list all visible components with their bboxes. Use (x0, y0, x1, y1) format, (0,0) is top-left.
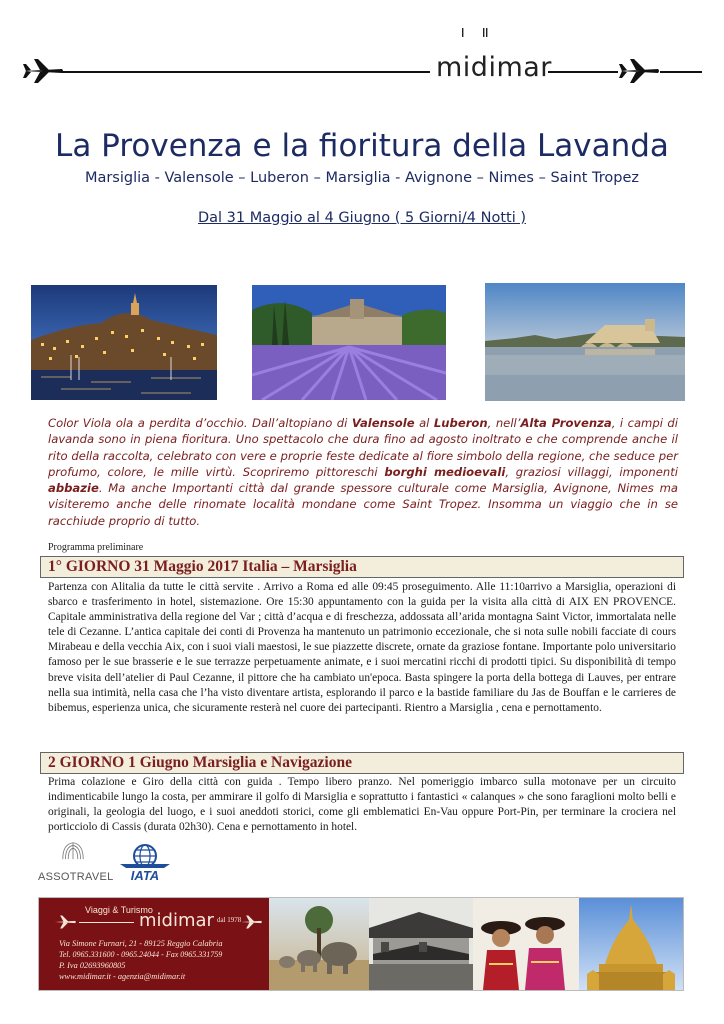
footer-web: www.midimar.it - agenzia@midimar.it (59, 972, 186, 981)
airplane-left-icon (22, 58, 64, 84)
logo-mark-icon (460, 28, 490, 42)
highlight-alta-provenza: Alta Provenza (520, 416, 612, 430)
header-rule-left (62, 71, 430, 73)
day-2-description: Prima colazione e Giro della città con guida . Tempo libero pranzo. Nel pomeriggio imbarco sulla motonave per un circuito indimenticabile lungo la costa, per ammirare il golfo di Marsiglia e soprattutto i fantastici « calanques » che sono faraglioni molto belli e originali, la geologia del luogo, e i suoi aneddoti storici, come gli emblematici En-Vau oppure Port-Pin, per terminare la crociera nel porticciolo di Cassis (durata 02h30). Cena e pernottamento in hotel. (48, 776, 676, 834)
intro-paragraph: Color Viola ola a perdita d’occhio. Dall’altopiano di Valensole al Luberon, nell’Alta Provenza, i campi di lavanda sono in piena fioritura. Uno spettacolo che dura fino ad agosto inoltrato e che comprende anche il rito della raccolta, celebrato con vere e proprie feste dedicate al fiore simbolo della regione, che seduce per profumo, colore, le mille virtù. Scopriremo pittoreschi borghi medioevali, graziosi villaggi, imponenti abbazie. Ma anche Importanti città dal grande spessore culturale come Marsiglia, Avignone, Nimes ma visiteremo anche delle rinomate località mondane come Saint Tropez. Insomma un viaggio che in se racchiude proprio di tutto. (48, 416, 679, 528)
highlight-abbazie: abbazie (48, 481, 99, 496)
footer-photo-collage (269, 898, 683, 990)
highlight-luberon: Luberon (433, 416, 488, 430)
iata-label: IATA (130, 868, 160, 882)
route-subtitle: Marsiglia - Valensole – Luberon – Marsiglia - Avignone – Nimes – Saint Tropez (84, 170, 640, 186)
header-rule-right (548, 71, 618, 73)
program-label: Programma preliminare (48, 542, 144, 553)
footer-address: Via Simone Furnari, 21 - 89125 Reggio Calabria (59, 939, 223, 948)
footer-brand: midimar (139, 910, 214, 931)
photo-avignon-bridge (485, 283, 685, 401)
iata-logo-icon (114, 842, 176, 882)
day-1-title: 1° GIORNO 31 Maggio 2017 Italia – Marsiglia (48, 558, 357, 575)
trip-dates: Dal 31 Maggio al 4 Giugno ( 5 Giorni/4 Notti ) (197, 210, 526, 226)
footer-airplane-left-icon (53, 915, 77, 929)
photo-marseille-night (31, 285, 217, 400)
footer-airplane-right-icon (239, 915, 263, 929)
page-title: La Provenza e la fioritura della Lavanda (55, 128, 669, 164)
footer-phones: Tel. 0965.331600 - 0965.24044 - Fax 0965.331759 (59, 950, 223, 959)
highlight-borghi: borghi medioevali (384, 464, 506, 479)
airplane-right-icon (618, 58, 660, 84)
day-2-heading (40, 752, 684, 774)
footer-vat: P. Iva 02693960805 (59, 961, 126, 970)
photo-lavender-abbey (252, 285, 446, 400)
footer-since: dal 1978 (217, 916, 242, 924)
day-1-heading (40, 556, 684, 578)
day-2-title: 2 GIORNO 1 Giugno Marsiglia e Navigazione (48, 754, 352, 771)
highlight-valensole: Valensole (351, 416, 415, 430)
brand-logo: midimar (436, 52, 552, 83)
footer-tagline: Viaggi & Turismo (85, 905, 153, 915)
assotravel-label: ASSOTRAVEL (38, 871, 114, 883)
header-rule-far-right (660, 71, 702, 73)
assotravel-logo-icon (38, 840, 108, 870)
footer-brand-panel (39, 898, 269, 990)
day-1-description: Partenza con Alitalia da tutte le città servite . Arrivo a Roma ed alle 09:45 proseguimento. Alle 11:10arrivo a Marsiglia, operazioni di sbarco e trasferimento in hotel, sistemazione. Ore 15:30 appuntamento con la guida per la visita alla città di AIX EN PROVENCE. Capitale amministrativa della regione del Var ; città d’acqua e di freschezza, addossata all’arida montagna Saint Victor, immortalata nelle tele di Cezanne. L’antica capitale dei conti di Provenza ha mantenuto un patrimonio eccezionale, che si nota sulle nobili facciate di cours Mirabeau e della vecchia Aix, con i suoi viali maestosi, le sue piazzette discrete, ornate da graziose fontane. Importante polo universitario famoso per le sue brasserie e le sue terrazze perpetuamente animate, e i suoi mercatini ricchi di prodotti tipici. Su disponibilità di tempo breve visita dell’atelier di Paul Cezanne, il pittore che ha cambiato un'epoca. Basta spingere la porta della bottega di Lauves, per entrare nella sua intimità, nella casa che l’ha visto diventare artista, esplorando il parco e la bastide familiare du Jas de Bouffan e le carrieres de bibemus, esperienza unica, che sicuramente resterà nel cuore dei partecipanti. Rientro a Marsiglia , cena e pernottamento. (48, 581, 676, 714)
agency-footer-banner (38, 897, 684, 991)
